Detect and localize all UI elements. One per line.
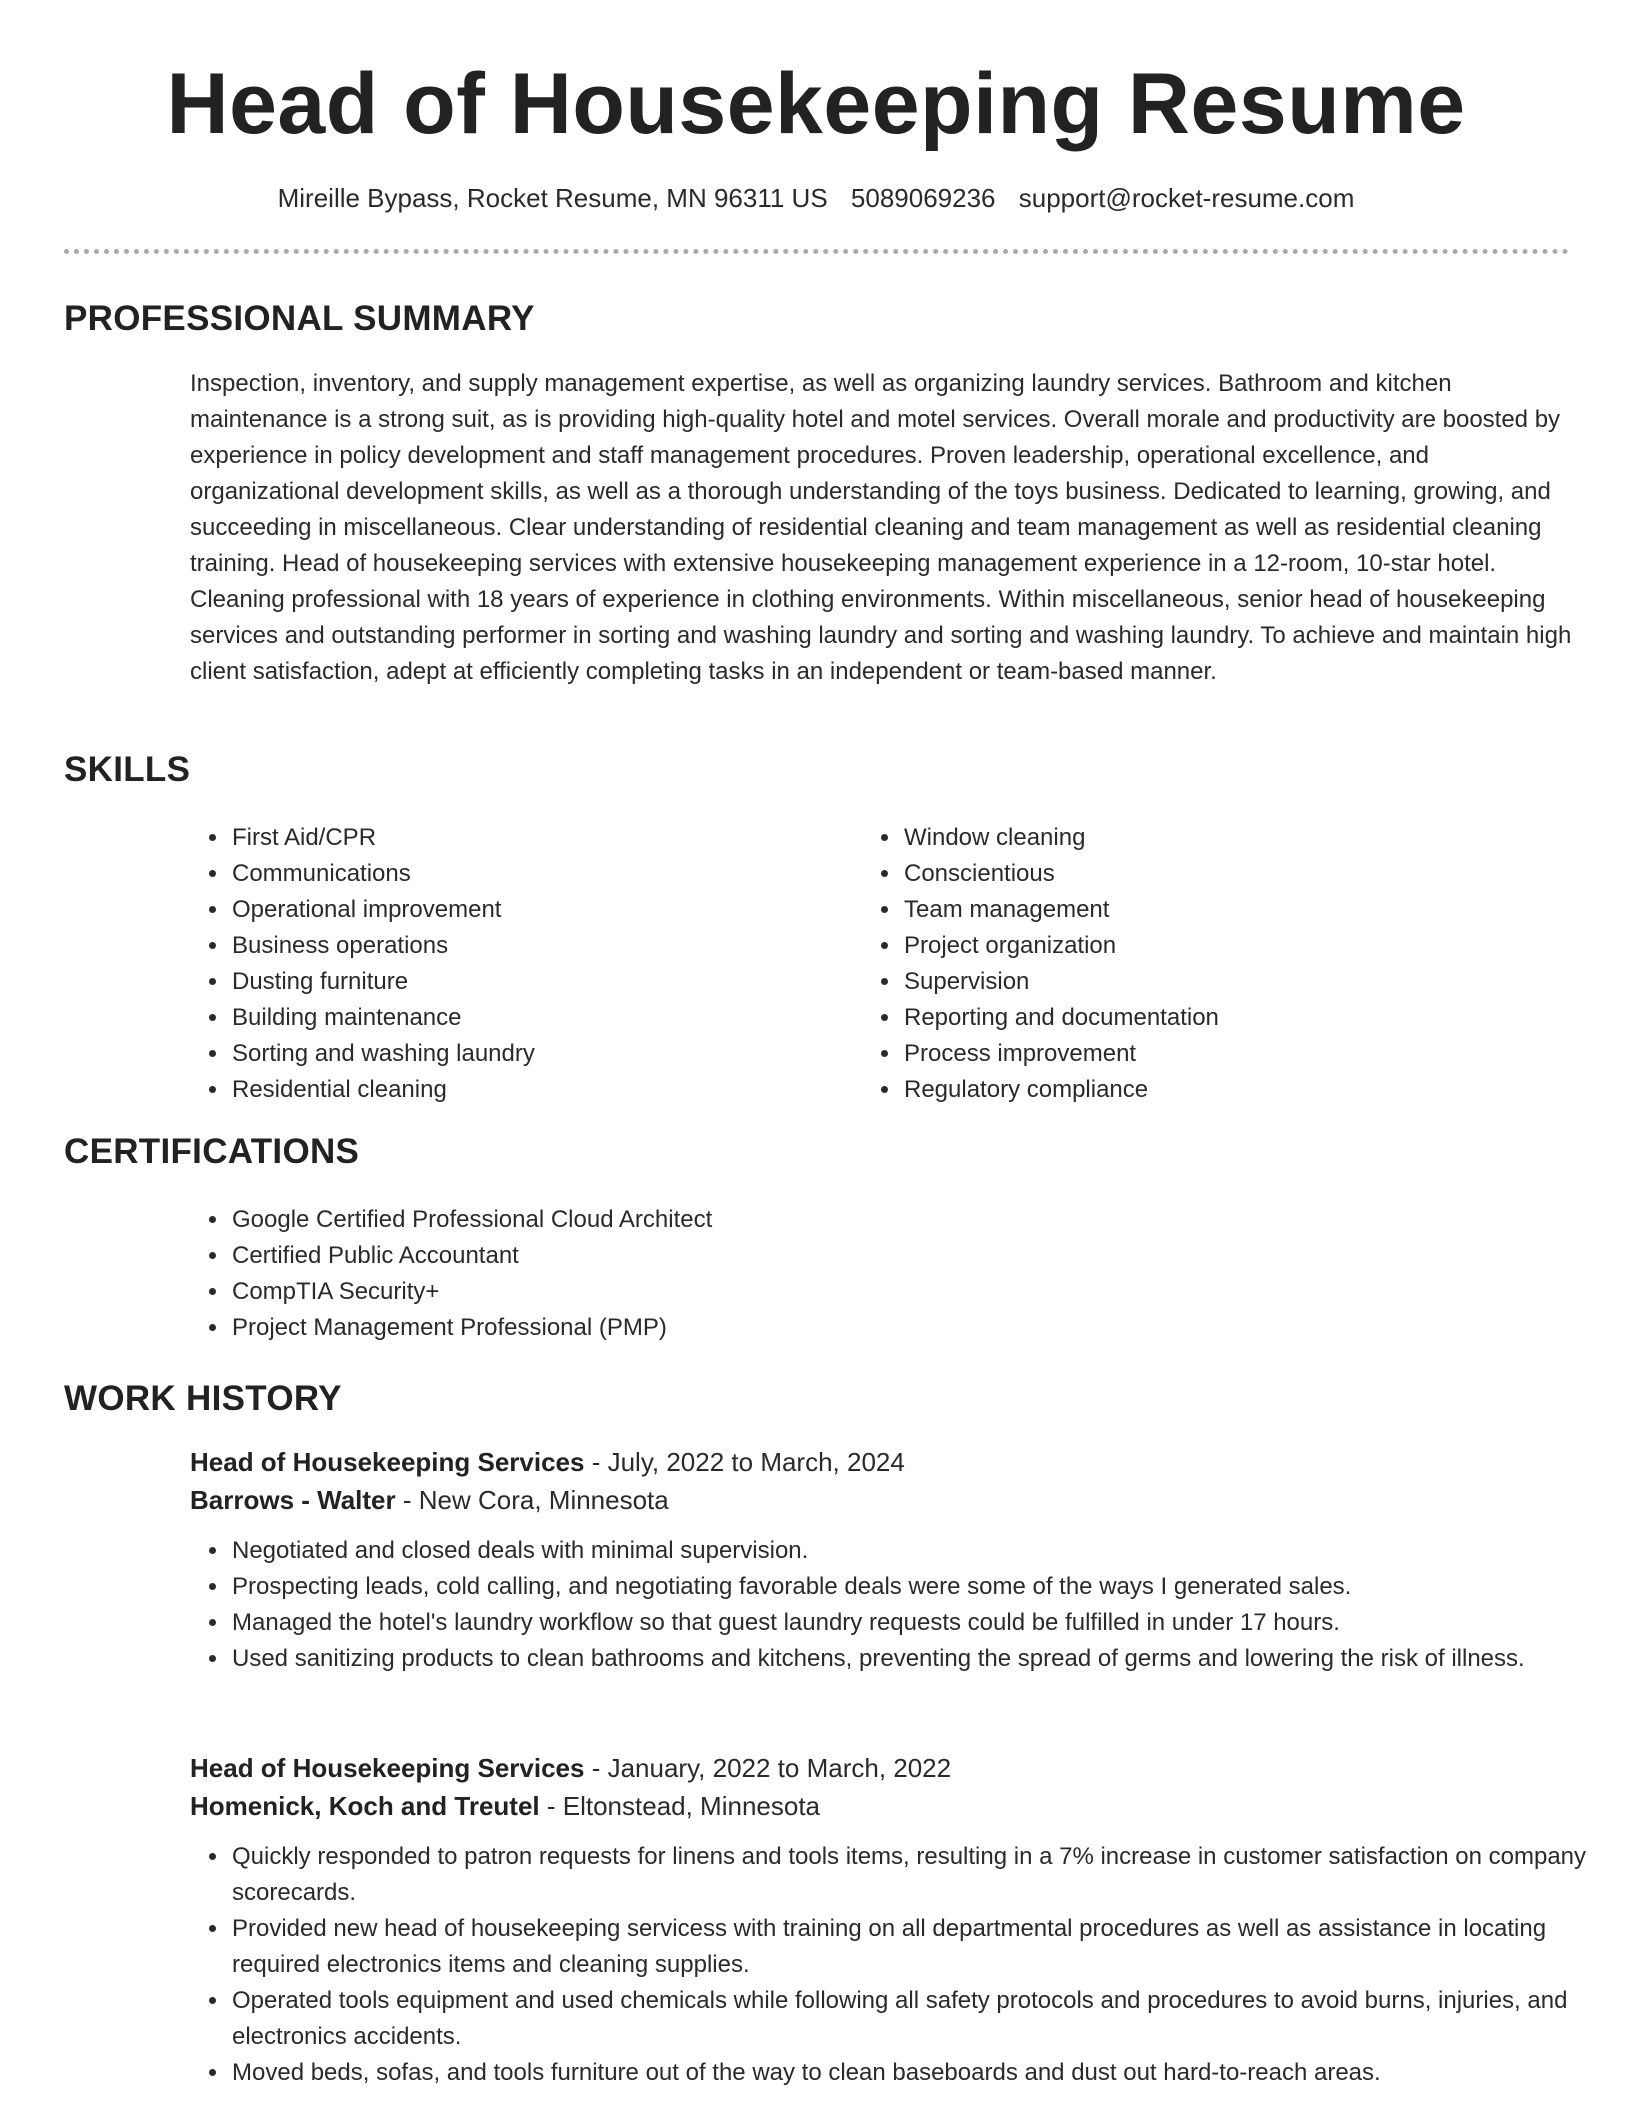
- skill-item: • Window cleaning: [902, 820, 1558, 856]
- job-bullet: • Quickly responded to patron requests for linens and tools items, resulting in a 7% increase in customer satisfaction on company scorecards.: [230, 1839, 1612, 1911]
- header-divider: [64, 249, 1569, 254]
- job-company: Barrows - Walter: [190, 1485, 396, 1515]
- skill-item: • Regulatory compliance: [902, 1072, 1558, 1108]
- resume-title: Head of Housekeeping Resume: [166, 56, 1466, 152]
- job-company: Homenick, Koch and Treutel: [190, 1791, 540, 1821]
- job-dates: - July, 2022 to March, 2024: [584, 1447, 905, 1477]
- skill-item: • Building maintenance: [230, 1000, 826, 1036]
- skill-item: • Communications: [230, 856, 826, 892]
- skill-item: • Residential cleaning: [230, 1072, 826, 1108]
- job-title: Head of Housekeeping Services: [190, 1447, 585, 1477]
- skills-list-right: [858, 820, 1558, 1108]
- skill-item: • Dusting furniture: [230, 964, 826, 1000]
- job-title-line: [190, 1443, 1572, 1481]
- skill-item: • Project organization: [902, 928, 1558, 964]
- job-title: Head of Housekeeping Services: [190, 1753, 585, 1783]
- skill-item: • Process improvement: [902, 1036, 1558, 1072]
- job-bullet: • Operated tools equipment and used chemicals while following all safety protocols and procedures to avoid burns, injuries, and electronics accidents.: [230, 1983, 1612, 2055]
- certification-item: • Project Management Professional (PMP): [230, 1310, 712, 1346]
- summary-heading: PROFESSIONAL SUMMARY: [64, 299, 535, 338]
- skill-item: • Reporting and documentation: [902, 1000, 1558, 1036]
- certifications-block: [190, 1202, 712, 1346]
- job-bullet: • Prospecting leads, cold calling, and negotiating favorable deals were some of the ways I generated sales.: [230, 1569, 1612, 1605]
- job-company-line: [190, 1481, 1572, 1519]
- work-history-heading: WORK HISTORY: [64, 1379, 342, 1418]
- skills-column-right: [858, 820, 1558, 1108]
- skill-item: • First Aid/CPR: [230, 820, 826, 856]
- job-bullet: • Provided new head of housekeeping servicess with training on all departmental procedures as well as assistance in locating required electronics items and cleaning supplies.: [230, 1911, 1612, 1983]
- job-location: - New Cora, Minnesota: [395, 1485, 669, 1515]
- job-title-line: [190, 1749, 1572, 1787]
- certifications-heading: CERTIFICATIONS: [64, 1132, 360, 1171]
- job-location: - Eltonstead, Minnesota: [539, 1791, 821, 1821]
- job-dates: - January, 2022 to March, 2022: [584, 1753, 952, 1783]
- job-bullet: • Managed the hotel's laundry workflow so that guest laundry requests could be fulfilled in under 17 hours.: [230, 1605, 1612, 1641]
- skill-item: • Business operations: [230, 928, 826, 964]
- contact-email: support@rocket-resume.com: [1018, 183, 1355, 213]
- job-company-line: [190, 1787, 1572, 1825]
- skill-item: • Supervision: [902, 964, 1558, 1000]
- skills-heading: SKILLS: [64, 750, 191, 789]
- job-bullet: • Negotiated and closed deals with minimal supervision.: [230, 1533, 1612, 1569]
- certification-item: • CompTIA Security+: [230, 1274, 712, 1310]
- skill-item: • Team management: [902, 892, 1558, 928]
- certification-item: • Certified Public Accountant: [230, 1238, 712, 1274]
- job-bullet: • Used sanitizing products to clean bathrooms and kitchens, preventing the spread of germs and lowering the risk of illness.: [230, 1641, 1612, 1677]
- job-entry: [190, 1443, 1572, 1677]
- contact-line: [0, 180, 1632, 216]
- certifications-list: [186, 1202, 712, 1346]
- skill-item: • Sorting and washing laundry: [230, 1036, 826, 1072]
- job-bullet: • Moved beds, sofas, and tools furniture out of the way to clean baseboards and dust out hard-to-reach areas.: [230, 2055, 1612, 2091]
- job-bullets: [186, 1533, 1612, 1677]
- contact-phone: 5089069236: [850, 183, 996, 213]
- job-bullets: [186, 1839, 1612, 2091]
- skills-column-left: [186, 820, 826, 1108]
- contact-address: Mireille Bypass, Rocket Resume, MN 96311 US: [277, 183, 828, 213]
- job-entry: [190, 1749, 1587, 2091]
- summary-text: Inspection, inventory, and supply management expertise, as well as organizing laundry services. Bathroom and kitchen maintenance is a strong suit, as is providing high-quality hotel and motel services. Overall morale and productivity are boosted by experience in policy development and staff management procedures. Proven leadership, operational excellence, and organizational development skills, as well as a thorough understanding of the toys business. Dedicated to learning, growing, and succeeding in miscellaneous. Clear understanding of residential cleaning and team management as well as residential cleaning training. Head of housekeeping services with extensive housekeeping management experience in a 12-room, 10-star hotel. Cleaning professional with 18 years of experience in clothing environments. Within miscellaneous, senior head of housekeeping services and outstanding performer in sorting and washing laundry and sorting and washing laundry. To achieve and maintain high client satisfaction, adept at efficiently completing tasks in an independent or team-based manner.: [190, 370, 1572, 685]
- skill-item: • Conscientious: [902, 856, 1558, 892]
- certification-item: • Google Certified Professional Cloud Architect: [230, 1202, 712, 1238]
- skills-list-left: [186, 820, 826, 1108]
- skill-item: • Operational improvement: [230, 892, 826, 928]
